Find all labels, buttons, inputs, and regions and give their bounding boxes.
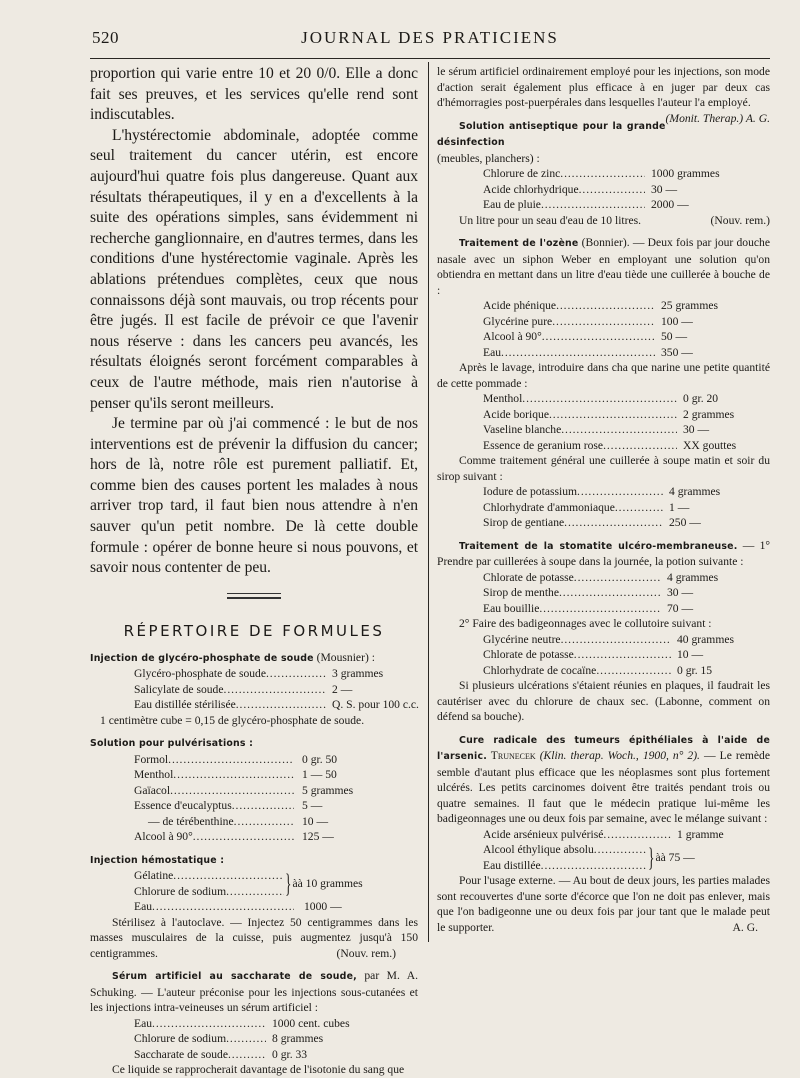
section-title: RÉPERTOIRE DE FORMULES <box>123 621 385 640</box>
formula-line: Eau . . . 1000 — <box>134 899 360 915</box>
formula-line: Eau bouillie . . . 70 — <box>483 601 737 617</box>
paragraph: Je termine par où j'ai commencé : le but de nos interventions est de prévenir la diffusion du cancer; hors de là, notre rôle est purement palliatif. Et, comme bien des causes portent les malades à nous arriver trop tard, il faut bien nous attendre à n'en sauver qu'un petit nombre. De là cette double formule : opérer de bonne heure si nous pouvons, et savoir nous contenter de peu. <box>90 415 418 577</box>
paragraph: Comme traitement général une cuillerée à soupe matin et soir du sirop suivant : <box>437 454 770 483</box>
formula-list <box>437 391 759 453</box>
formula-list <box>90 666 418 713</box>
brace-icon: } <box>285 868 292 898</box>
formula-note: Ce liquide se rapprocherait davantage de l'isotonie du sang que <box>112 1063 405 1077</box>
formula-heading: Injection hémostatique : <box>90 854 225 866</box>
formula-note: 1 centimètre cube = 0,15 de glycéro-phosphate de soude. <box>100 713 365 727</box>
journal-title: JOURNAL DES PRATICIENS <box>301 28 559 47</box>
formula-line: Chlorure de zinc . . . 1000 grammes <box>483 166 733 182</box>
header-rule <box>90 58 770 59</box>
formula-list <box>437 632 753 679</box>
formula-heading: Solution antiseptique pour la grande désinfection <box>437 120 666 148</box>
formula-line: Essence de geranium rose . . . XX gouttes <box>483 438 759 454</box>
brace-quantity: àà 10 grammes <box>292 877 363 891</box>
formula-line: Menthol . . . 0 gr. 20 <box>483 391 759 407</box>
formula-line: Sirop de menthe . . . 30 — <box>483 585 737 601</box>
formula-subtitle: (meubles, planchers) : <box>437 151 540 165</box>
paragraph: 2° Faire des badigeonnages avec le collutoire suivant : <box>459 617 712 630</box>
paragraph: Après le lavage, introduire dans cha que narine une petite quantité de cette pommade : <box>437 361 770 390</box>
formula-line: Iodure de potassium . . . 4 grammes <box>483 484 733 500</box>
formula-line: Acide arsénieux pulvérisé . . . 1 gramme <box>483 827 753 843</box>
paragraph: le sérum artificiel ordinairement employé pour les injections, son mode d'action serait également plus efficace à en juger par deux cas d'hémorragies post-puerpérales dans lesquelles l'auteur l'a employé. (Monit. Therap.) A. G. <box>437 65 770 125</box>
formula-note: Un litre pour un seau d'eau de 10 litres. (Nouv. rem.) <box>459 213 770 227</box>
formula-note: Si plusieurs ulcérations s'étaient réunies en plaques, il faudrait les cautériser avec du chlorure de chaux sec. (Labonne, comment on défend sa bouche). <box>437 679 770 723</box>
formula-line: Eau . . . 1000 cent. cubes <box>134 1016 364 1032</box>
formula-line: Chlorure de sodium . . . <box>134 884 284 900</box>
formula-line: Alcool à 90° . . . 50 — <box>483 329 745 345</box>
formula-list <box>437 570 737 617</box>
brace-quantity: àà 75 — <box>655 850 695 864</box>
formula-line: Essence d'eucalyptus . . . 5 — <box>134 798 364 814</box>
formula-line: Vaseline blanche . . . 30 — <box>483 422 759 438</box>
formula-line: Salicylate de soude . . . 2 — <box>134 682 418 698</box>
formula-note: Pour l'usage externe. — Au bout de deux jours, les parties malades sont recouvertes d'une sorte d'écorce que l'on ne doit pas enlever, mais que l'on badigeonne une ou deux fois par jour tant que le malade peut le supporter. A. G. <box>437 874 770 934</box>
formula-list <box>437 827 770 874</box>
formula-line: Eau . . . 350 — <box>483 345 745 361</box>
formula-line: Gaïacol . . . 5 grammes <box>134 783 364 799</box>
paragraph: L'hystérectomie abdominale, adoptée comme seul traitement du cancer utérin, est encore aujourd'hui quatre fois plus dangereuse. Quant aux résultats thérapeutiques, il y en a d'excellents à la suite des opérations simples, sans évidemment ni recherche ganglionnaire, en d'autres termes, dans les conditions d'une hystérectomie vaginale. Après les ablations prétendues complètes, ceux que nous connaissons déjà sont mauvais, ou trop récents pour être jugés. Il est facile de prévoir ce que l'avenir nous réserve : dans les cancers peu avancés, les résultats éloignés seront forcément comparables à ceux de l'autre méthode, mais rien n'autorise à penser qu'ils seront meilleurs. <box>90 126 418 412</box>
formula-line: Eau distillée . . . <box>483 858 647 874</box>
formula-line: Chlorhydrate d'ammoniaque . . . 1 — <box>483 500 733 516</box>
formula-line: Chlorate de potasse . . . 4 grammes <box>483 570 737 586</box>
formula-line: Acide chlorhydrique . . . 30 — <box>483 182 733 198</box>
formula-list <box>90 868 418 915</box>
left-column <box>90 64 418 1078</box>
formula-line: Alcool à 90° . . . 125 — <box>134 829 364 845</box>
formula-line: Alcool éthylique absolu . . . <box>483 842 647 858</box>
formula-line: Eau distillée stérilisée . . . Q. S. pour 100 c.c. <box>134 697 418 713</box>
formula-line: Acide phénique . . . 25 grammes <box>483 298 745 314</box>
formula-line: Chlorure de sodium . . . 8 grammes <box>134 1031 364 1047</box>
formula-heading: Solution pour pulvérisations : <box>90 738 254 750</box>
formula-heading: Cure radicale des tumeurs épithéliales à l'aide de l'arsenic. Trunecek (Klin. therap. Woch., 1900, n° 2). — Le remède semble d'autant plus efficace que les néoplasmes sont plus fortement ulcérés. Les petits carcinomes doivent être traités pendant trois ou quatre semaines. Il faut que le médecin pratique lui-même les badigeonnages une ou deux fois par semaine, avec le mélange suivant : <box>437 734 770 825</box>
formula-line: — de térébenthine . . . 10 — <box>134 814 364 830</box>
formula-line: Saccharate de soude . . . 0 gr. 33 <box>134 1047 364 1063</box>
brace-group <box>134 868 418 899</box>
formula-line: Chlorhydrate de cocaïne . . . 0 gr. 15 <box>483 663 753 679</box>
formula-line: Formol . . . 0 gr. 50 <box>134 752 364 768</box>
formula-list <box>437 166 733 213</box>
formula-list <box>437 484 733 531</box>
formula-line: Gélatine . . . <box>134 868 284 884</box>
page-number: 520 <box>92 28 119 47</box>
formula-list <box>90 752 364 845</box>
right-column <box>437 64 770 935</box>
formula-heading: Sérum artificiel au saccharate de soude, par M. A. Schuking. — L'auteur préconise pour les injections sous-cutanées et les injections intra-veineuses un sérum artificiel : <box>90 969 418 1015</box>
formula-heading: Injection de glycéro-phosphate de soude (Mousnier) : <box>90 650 375 664</box>
brace-group <box>483 842 770 873</box>
formula-line: Glycéro-phosphate de soude . . . 3 grammes <box>134 666 418 682</box>
paragraph: proportion qui varie entre 10 et 20 0/0. Elle a donc fait ses preuves, et les services qu'elle rend sont indiscutables. <box>90 65 418 124</box>
formula-line: Glycérine neutre . . . 40 grammes <box>483 632 753 648</box>
formula-note: Stérilisez à l'autoclave. — Injectez 50 centigrammes dans les masses musculaires de la cuisse, puis augmentez jusqu'à 150 centigrammes. (Nouv. rem.) <box>90 915 418 960</box>
formula-line: Acide borique . . . 2 grammes <box>483 407 759 423</box>
formula-list <box>437 298 745 360</box>
formula-heading: Traitement de la stomatite ulcéro-membraneuse. — 1° Prendre par cuillerées à soupe dans la journée, la potion suivante : <box>437 538 771 568</box>
formula-line: Eau de pluie . . . 2000 — <box>483 197 733 213</box>
formula-line: Chlorate de potasse . . . 10 — <box>483 647 753 663</box>
page-header <box>92 28 768 50</box>
formula-line: Glycérine pure . . . 100 — <box>483 314 745 330</box>
column-divider <box>428 62 429 942</box>
formula-heading: Traitement de l'ozène (Bonnier). — Deux fois par jour douche nasale avec un siphon Weber en employant une solution qu'on obtiendra en mettant dans un litre d'eau tiède une cuillerée à bouche de : <box>437 236 770 297</box>
brace-icon: } <box>648 842 655 872</box>
formula-line: Menthol . . . 1 — 50 <box>134 767 364 783</box>
ornament-divider <box>227 591 281 600</box>
formula-list <box>90 1016 364 1063</box>
formula-line: Sirop de gentiane . . . 250 — <box>483 515 733 531</box>
